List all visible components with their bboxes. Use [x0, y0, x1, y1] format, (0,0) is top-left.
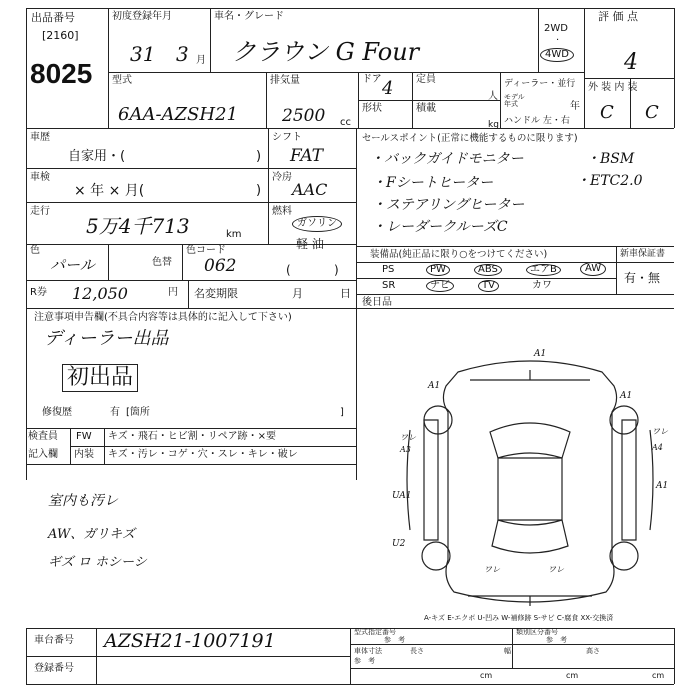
rule [96, 628, 97, 684]
first-listing-stamp: 初出品 [62, 364, 138, 392]
expire-month: 月 [292, 287, 303, 300]
inspector-comment: AW、ガリキズ [48, 527, 135, 542]
load-unit: kg [488, 120, 499, 130]
inspect-close: ) [256, 183, 262, 198]
dealer-label: ディーラー・並行 [504, 79, 576, 89]
length-word: 長さ [410, 647, 424, 655]
lot-sub: [2160] [42, 29, 79, 42]
equipment-item: PS [382, 264, 395, 275]
shape-label: 形状 [362, 103, 382, 114]
damage-mark: U2 [392, 539, 406, 549]
load-label: 積載 [416, 103, 436, 114]
mileage-value: 5万4千713 [86, 214, 190, 238]
repair-close: ] [340, 407, 344, 418]
selling-points-label: セールスポイント(正常に機能するものに限ります) [362, 133, 578, 144]
fw-items: キズ・飛石・ヒビ割・リペア跡・×要 [108, 431, 276, 442]
inspector-comment: ギズ ロ ホシーシ [48, 555, 147, 570]
mileage-unit: km [226, 229, 242, 240]
disp-unit: cc [340, 117, 351, 128]
drive-dot: · [556, 35, 560, 46]
history-label: 車歴 [30, 132, 50, 143]
year-unit: 年 [570, 101, 580, 112]
caution-label: 注意事項申告欄(不具合内容等は具体的に記入して下さい) [34, 312, 292, 323]
type-ref: 参 考 [384, 636, 405, 644]
model-label: 型式 [112, 75, 132, 86]
color-code-value: 062 [204, 256, 237, 276]
door-value: 4 [382, 78, 394, 99]
recycle-unit: 円 [168, 287, 178, 298]
int-items: キズ・汚レ・コゲ・穴・スレ・キレ・破レ [108, 449, 298, 460]
selling-point-item: ・バックガイドモニター [370, 151, 524, 167]
rule [26, 684, 674, 685]
lot-label: 出品番号 [31, 11, 75, 24]
selling-point-item: ・レーダークルーズC [372, 219, 508, 235]
damage-mark: UA1 [392, 491, 412, 501]
damage-mark: A1 [620, 391, 633, 401]
color-code-label: 色コード [186, 245, 226, 256]
height-word: 高さ [586, 647, 600, 655]
equipment-item: SR [382, 280, 396, 291]
selling-point-item: ・ETC2.0 [576, 173, 643, 189]
cm-unit: cm [480, 671, 493, 680]
warranty-label: 新車保証書 [620, 249, 666, 259]
cm-unit: cm [652, 671, 665, 680]
drive-4wd: 4WD [540, 48, 574, 62]
fuel-gas: ガソリン [292, 216, 342, 232]
class-ref: 参 考 [546, 636, 567, 644]
expire-label: 名変期限 [194, 287, 238, 300]
damage-mark: A4 [652, 443, 663, 452]
rule [350, 668, 674, 669]
chassis-label: 車台番号 [34, 635, 74, 646]
steer-label: ハンドル 左・右 [504, 116, 570, 126]
fuel-close: ) [334, 263, 339, 277]
shift-label: シフト [272, 132, 302, 143]
int-grade: C [645, 102, 659, 123]
cap-unit: 人 [488, 91, 498, 102]
type-label: 型式指定番号 [354, 628, 396, 636]
ext-int-label: 外 装 内 装 [588, 82, 638, 93]
cm-unit: cm [566, 671, 579, 680]
history-close: ) [256, 149, 262, 164]
model-year-label: モデル 年式 [504, 93, 525, 108]
equipment-item: ナビ [426, 280, 454, 292]
name-label: 車名・グレード [214, 11, 284, 22]
fuel-diesel: 軽 油 [296, 237, 324, 251]
history-value: 自家用・( [68, 149, 126, 164]
equipment-item: ABS [474, 264, 502, 276]
recycle-label: R券 [30, 287, 47, 298]
equipment-item: PW [426, 264, 450, 276]
lot-number: 8025 [30, 58, 93, 89]
rule [674, 628, 675, 684]
reg-year: 31 [130, 42, 156, 66]
equipment-item: エアB [526, 264, 561, 276]
ac-label: 冷房 [272, 172, 292, 183]
ext-grade: C [600, 102, 614, 123]
caution-text: ディーラー出品 [44, 328, 169, 349]
repair-value: 有 [110, 407, 120, 418]
damage-mark: ワレ [548, 565, 564, 574]
equipment-item: TV [478, 280, 499, 292]
regno-label: 登録番号 [34, 663, 74, 674]
inspector-label: 記入欄 [28, 449, 58, 460]
length-ref: 参 考 [354, 657, 375, 665]
rule [26, 628, 27, 684]
reg-month: 3 [176, 42, 189, 66]
model-value: 6AA-AZSH21 [118, 104, 238, 125]
inspector-label: 検査員 [28, 431, 58, 442]
disp-value: 2500 [282, 106, 326, 126]
rule [350, 628, 351, 684]
warranty-value: 有・無 [624, 271, 661, 285]
shift-value: FAT [290, 146, 324, 166]
score-value: 4 [624, 50, 638, 75]
drive-2wd: 2WD [544, 23, 568, 34]
fw-label: FW [76, 431, 92, 442]
score-label: 評 価 点 [598, 10, 638, 23]
inspect-label: 車検 [30, 172, 50, 183]
after-label: 後日品 [362, 297, 392, 308]
inspect-value: × 年 × 月( [74, 183, 145, 199]
equipment-item: AW [580, 262, 606, 276]
selling-point-item: ・ステアリングヒーター [372, 197, 525, 213]
repair-label: 修復歴 [42, 407, 72, 418]
width-word: 幅 [504, 647, 511, 655]
damage-mark: A3 [400, 445, 411, 454]
car-name: クラウン G Four [232, 38, 420, 66]
door-label: ドア [362, 74, 382, 85]
disp-label: 排気量 [270, 75, 300, 86]
cap-label: 定員 [416, 74, 436, 85]
equipment-item: カワ [532, 280, 552, 291]
damage-mark: A1 [656, 481, 669, 491]
damage-mark: ワレ [484, 565, 500, 574]
chassis-value: AZSH21-1007191 [104, 630, 276, 652]
damage-mark: A1 [428, 381, 441, 391]
rule [512, 628, 513, 668]
fuel-label: 燃料 [272, 206, 292, 217]
class-label: 類別区分番号 [516, 628, 558, 636]
fuel-open: ( [286, 263, 291, 277]
repair-place: [箇所 [126, 407, 150, 418]
length-label: 車体寸法 [354, 647, 382, 655]
color-label: 色 [30, 245, 40, 256]
inspector-comment: 室内も汚レ [48, 493, 118, 509]
recycle-value: 12,050 [72, 284, 128, 303]
damage-mark: ワレ [400, 433, 416, 442]
reg-label: 初度登録年月 [112, 11, 172, 22]
expire-day: 日 [340, 287, 351, 300]
ac-value: AAC [292, 180, 328, 199]
equipment-label: 装備品(純正品に限り○をつけてください) [370, 249, 548, 260]
color-change-label: 色替 [152, 257, 172, 268]
mileage-label: 走行 [30, 206, 50, 217]
int-label: 内装 [74, 449, 94, 460]
selling-point-item: ・Fシートヒーター [372, 175, 494, 191]
rule [26, 656, 350, 657]
color-value: パール [50, 256, 95, 274]
damage-mark: A1 [534, 349, 547, 359]
diagram-legend: A-キズ E-エクボ U-凹み W-補修跡 S-サビ C-腐食 XX-交換済 [424, 614, 614, 622]
selling-point-item: ・BSM [586, 151, 635, 167]
reg-month-unit: 月 [196, 55, 206, 66]
damage-mark: ワレ [652, 427, 668, 436]
